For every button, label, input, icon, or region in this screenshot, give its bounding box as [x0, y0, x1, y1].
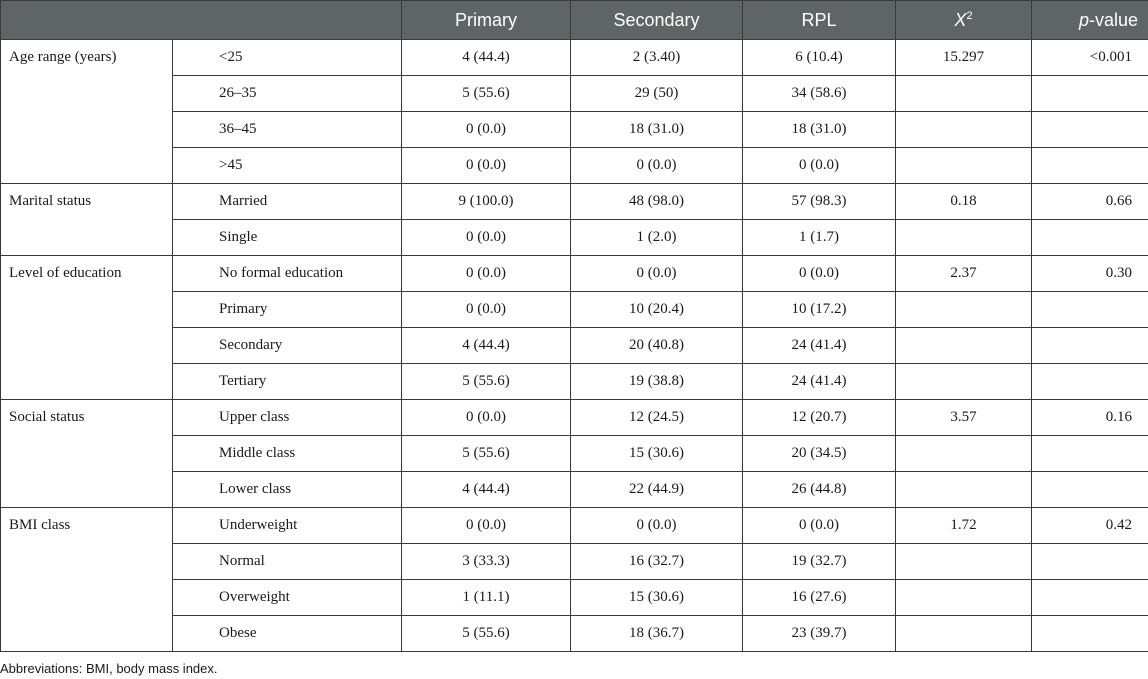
p-value-cell: [1032, 328, 1148, 364]
rpl-cell: 20 (34.5): [743, 436, 896, 472]
table-row: [1, 400, 1148, 436]
p-value-cell: [1032, 292, 1148, 328]
primary-cell: 9 (100.0): [402, 184, 571, 220]
chi-square-cell: [896, 436, 1032, 472]
p-value-cell: 0.66: [1032, 184, 1148, 220]
subgroup-label: Primary: [173, 292, 402, 328]
table-row: [1, 436, 1148, 472]
rpl-cell: 19 (32.7): [743, 544, 896, 580]
rpl-cell: 16 (27.6): [743, 580, 896, 616]
table-row: [1, 184, 1148, 220]
table-header: [1, 1, 1148, 40]
subgroup-label: 36–45: [173, 112, 402, 148]
rpl-cell: 26 (44.8): [743, 472, 896, 508]
header-p-value: [1032, 1, 1148, 40]
chi-square-cell: 0.18: [896, 184, 1032, 220]
rpl-cell: 12 (20.7): [743, 400, 896, 436]
rpl-cell: 24 (41.4): [743, 364, 896, 400]
header-blank-cell: [173, 1, 402, 40]
subgroup-label: Single: [173, 220, 402, 256]
p-value-cell: 0.30: [1032, 256, 1148, 292]
primary-cell: 4 (44.4): [402, 472, 571, 508]
chi-square-cell: [896, 328, 1032, 364]
secondary-cell: 29 (50): [571, 76, 743, 112]
table-row: [1, 544, 1148, 580]
rpl-cell: 1 (1.7): [743, 220, 896, 256]
chi-square-cell: 2.37: [896, 256, 1032, 292]
chi-square-cell: 1.72: [896, 508, 1032, 544]
header-blank-cell: [1, 1, 173, 40]
subgroup-label: Obese: [173, 616, 402, 652]
rpl-cell: 23 (39.7): [743, 616, 896, 652]
secondary-cell: 18 (36.7): [571, 616, 743, 652]
chi-square-cell: [896, 220, 1032, 256]
primary-cell: 0 (0.0): [402, 220, 571, 256]
header-primary: Primary: [402, 1, 571, 40]
rpl-cell: 6 (10.4): [743, 40, 896, 76]
secondary-cell: 0 (0.0): [571, 508, 743, 544]
chi-square-cell: 15.297: [896, 40, 1032, 76]
primary-cell: 5 (55.6): [402, 76, 571, 112]
primary-cell: 5 (55.6): [402, 616, 571, 652]
secondary-cell: 22 (44.9): [571, 472, 743, 508]
secondary-cell: 48 (98.0): [571, 184, 743, 220]
table-row: [1, 256, 1148, 292]
primary-cell: 4 (44.4): [402, 328, 571, 364]
primary-cell: 1 (11.1): [402, 580, 571, 616]
table-row: [1, 616, 1148, 652]
chi-letter: X: [954, 9, 967, 30]
p-value-cell: [1032, 364, 1148, 400]
chi-square-cell: [896, 76, 1032, 112]
subgroup-label: Middle class: [173, 436, 402, 472]
chi-square-cell: 3.57: [896, 400, 1032, 436]
p-value-cell: <0.001: [1032, 40, 1148, 76]
p-value-cell: 0.16: [1032, 400, 1148, 436]
secondary-cell: 0 (0.0): [571, 148, 743, 184]
subgroup-label: Tertiary: [173, 364, 402, 400]
secondary-cell: 12 (24.5): [571, 400, 743, 436]
subgroup-label: Secondary: [173, 328, 402, 364]
p-value-cell: 0.42: [1032, 508, 1148, 544]
group-label: BMI class: [1, 508, 173, 652]
subgroup-label: Married: [173, 184, 402, 220]
chi-superscript: 2: [966, 9, 973, 22]
rpl-cell: 0 (0.0): [743, 148, 896, 184]
p-value-cell: [1032, 580, 1148, 616]
secondary-cell: 18 (31.0): [571, 112, 743, 148]
p-value-cell: [1032, 112, 1148, 148]
p-value-cell: [1032, 544, 1148, 580]
secondary-cell: 0 (0.0): [571, 256, 743, 292]
table-row: [1, 472, 1148, 508]
rpl-cell: 18 (31.0): [743, 112, 896, 148]
table-row: [1, 148, 1148, 184]
secondary-cell: 19 (38.8): [571, 364, 743, 400]
subgroup-label: Lower class: [173, 472, 402, 508]
p-value-cell: [1032, 76, 1148, 112]
p-value-cell: [1032, 220, 1148, 256]
chi-square-cell: [896, 112, 1032, 148]
subgroup-label: <25: [173, 40, 402, 76]
subgroup-label: Underweight: [173, 508, 402, 544]
table-body: [1, 40, 1148, 652]
primary-cell: 0 (0.0): [402, 400, 571, 436]
table-row: [1, 580, 1148, 616]
chi-square-cell: [896, 472, 1032, 508]
group-label: Social status: [1, 400, 173, 508]
primary-cell: 5 (55.6): [402, 364, 571, 400]
table-row: [1, 328, 1148, 364]
header-row: [1, 1, 1148, 40]
rpl-cell: 34 (58.6): [743, 76, 896, 112]
subgroup-label: Overweight: [173, 580, 402, 616]
header-chi-square: [896, 1, 1032, 40]
chi-square-cell: [896, 364, 1032, 400]
chi-square-cell: [896, 580, 1032, 616]
p-value-cell: [1032, 616, 1148, 652]
rpl-cell: 10 (17.2): [743, 292, 896, 328]
subgroup-label: >45: [173, 148, 402, 184]
table-row: [1, 508, 1148, 544]
secondary-cell: 10 (20.4): [571, 292, 743, 328]
secondary-cell: 1 (2.0): [571, 220, 743, 256]
primary-cell: 3 (33.3): [402, 544, 571, 580]
chi-square-cell: [896, 616, 1032, 652]
table-row: [1, 364, 1148, 400]
header-secondary: Secondary: [571, 1, 743, 40]
subgroup-label: 26–35: [173, 76, 402, 112]
rpl-cell: 0 (0.0): [743, 256, 896, 292]
secondary-cell: 15 (30.6): [571, 436, 743, 472]
p-value-cell: [1032, 148, 1148, 184]
chi-square-cell: [896, 148, 1032, 184]
primary-cell: 5 (55.6): [402, 436, 571, 472]
secondary-cell: 15 (30.6): [571, 580, 743, 616]
group-label: Level of education: [1, 256, 173, 400]
group-label: Age range (years): [1, 40, 173, 184]
rpl-cell: 57 (98.3): [743, 184, 896, 220]
primary-cell: 0 (0.0): [402, 112, 571, 148]
primary-cell: 0 (0.0): [402, 292, 571, 328]
table-footnote: Abbreviations: BMI, body mass index.: [0, 661, 218, 676]
rpl-cell: 0 (0.0): [743, 508, 896, 544]
subgroup-label: Normal: [173, 544, 402, 580]
chi-square-cell: [896, 544, 1032, 580]
primary-cell: 0 (0.0): [402, 508, 571, 544]
rpl-cell: 24 (41.4): [743, 328, 896, 364]
chi-square-cell: [896, 292, 1032, 328]
table-row: [1, 76, 1148, 112]
table-row: [1, 112, 1148, 148]
p-value-cell: [1032, 436, 1148, 472]
secondary-cell: 20 (40.8): [571, 328, 743, 364]
table-row: [1, 40, 1148, 76]
p-value-suffix: -value: [1088, 9, 1138, 30]
subgroup-label: Upper class: [173, 400, 402, 436]
table-row: [1, 220, 1148, 256]
primary-cell: 0 (0.0): [402, 148, 571, 184]
group-label: Marital status: [1, 184, 173, 256]
p-value-cell: [1032, 472, 1148, 508]
secondary-cell: 2 (3.40): [571, 40, 743, 76]
p-letter: p: [1078, 9, 1089, 30]
table-row: [1, 292, 1148, 328]
secondary-cell: 16 (32.7): [571, 544, 743, 580]
subgroup-label: No formal education: [173, 256, 402, 292]
header-rpl: RPL: [743, 1, 896, 40]
primary-cell: 0 (0.0): [402, 256, 571, 292]
primary-cell: 4 (44.4): [402, 40, 571, 76]
